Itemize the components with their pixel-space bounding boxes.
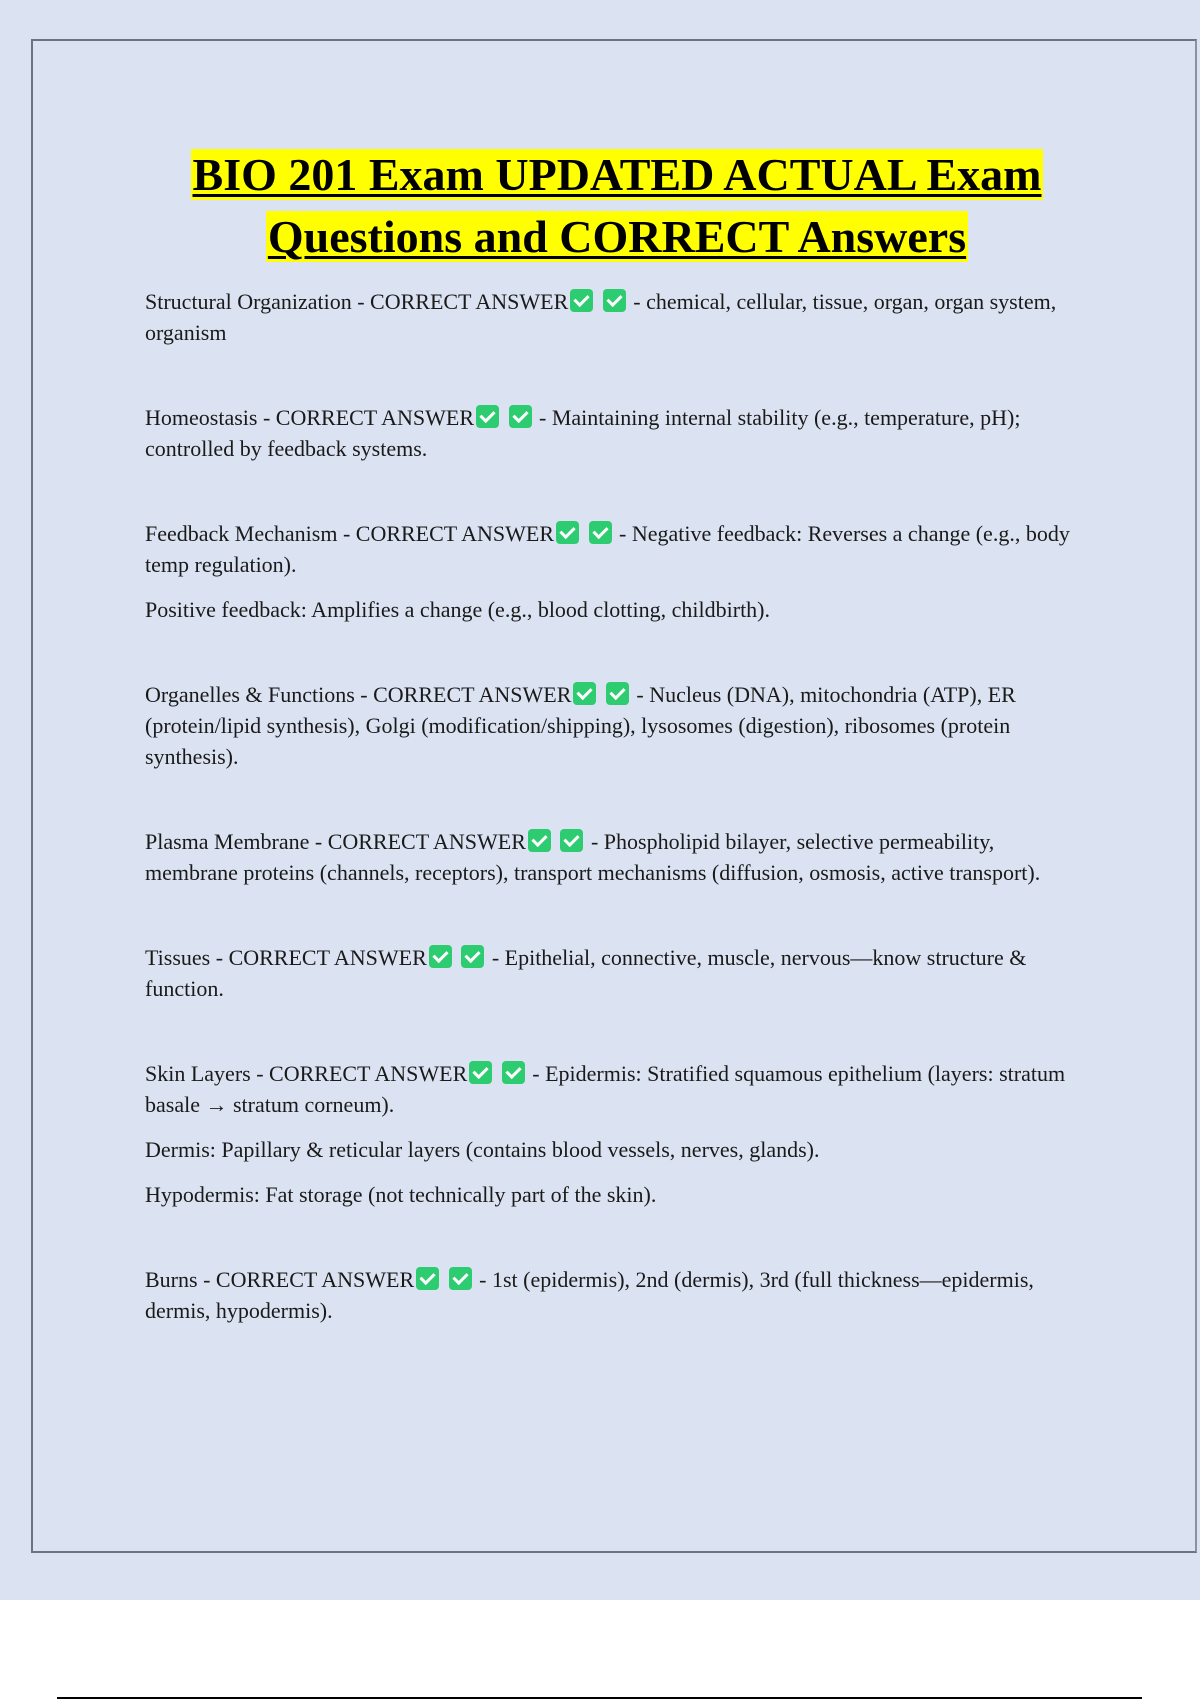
- qa-term: Homeostasis: [145, 405, 258, 430]
- qa-term: Structural Organization: [145, 289, 352, 314]
- qa-main-paragraph: Feedback Mechanism - CORRECT ANSWER - Negative feedback: Reverses a change (e.g., body temp regulation).: [145, 521, 1070, 577]
- qa-main-paragraph: Plasma Membrane - CORRECT ANSWER - Phospholipid bilayer, selective permeability, membrane proteins (channels, receptors), transport mechanisms (diffusion, osmosis, active transport).: [145, 829, 1041, 885]
- qa-answer: Epidermis: Stratified squamous epithelium (layers: stratum basale → stratum corneum).: [145, 1061, 1066, 1117]
- check-mark-icon: [606, 682, 629, 705]
- document-title: [120, 144, 1114, 268]
- qa-term: Tissues: [145, 945, 211, 970]
- qa-main-paragraph: Tissues - CORRECT ANSWER - Epithelial, connective, muscle, nervous—know structure & function.: [145, 945, 1027, 1001]
- qa-answer: Epithelial, connective, muscle, nervous—know structure & function.: [145, 945, 1027, 1001]
- correct-answer-label: CORRECT ANSWER: [355, 521, 555, 546]
- check-mark-icon: [509, 405, 532, 428]
- footer-divider: [57, 1697, 1142, 1699]
- correct-answer-label: CORRECT ANSWER: [269, 1061, 468, 1086]
- qa-entry: [145, 826, 1090, 888]
- check-mark-icon: [603, 289, 626, 312]
- check-mark-icon: [573, 682, 596, 705]
- title-line-1: BIO 201 Exam UPDATED ACTUAL Exam: [192, 149, 1042, 200]
- qa-answer: 1st (epidermis), 2nd (dermis), 3rd (full thickness—epidermis, dermis, hypodermis).: [145, 1267, 1034, 1323]
- qa-answer: Nucleus (DNA), mitochondria (ATP), ER (protein/lipid synthesis), Golgi (modification/shipping), lysosomes (digestion), ribosomes (protein synthesis).: [145, 682, 1016, 769]
- check-mark-icon: [469, 1061, 492, 1084]
- qa-list: [145, 286, 1090, 1380]
- correct-answer-label: CORRECT ANSWER: [373, 682, 572, 707]
- check-mark-icon: [429, 945, 452, 968]
- qa-term: Feedback Mechanism: [145, 521, 338, 546]
- qa-term: Skin Layers: [145, 1061, 251, 1086]
- qa-entry: [145, 679, 1090, 772]
- qa-entry: [145, 518, 1090, 625]
- qa-main-paragraph: Skin Layers - CORRECT ANSWER - Epidermis: Stratified squamous epithelium (layers: stratum basale → stratum corneum).: [145, 1061, 1066, 1117]
- title-line-2: Questions and CORRECT Answers: [267, 211, 967, 262]
- qa-entry: [145, 402, 1090, 464]
- check-mark-icon: [461, 945, 484, 968]
- qa-main-paragraph: Homeostasis - CORRECT ANSWER - Maintaining internal stability (e.g., temperature, pH); controlled by feedback systems.: [145, 405, 1021, 461]
- check-mark-icon: [416, 1267, 439, 1290]
- qa-answer: Negative feedback: Reverses a change (e.g., body temp regulation).: [145, 521, 1070, 577]
- qa-entry: [145, 1264, 1090, 1326]
- check-mark-icon: [449, 1267, 472, 1290]
- qa-term: Burns: [145, 1267, 198, 1292]
- correct-answer-label: CORRECT ANSWER: [215, 1267, 415, 1292]
- check-mark-icon: [502, 1061, 525, 1084]
- qa-entry: [145, 1058, 1090, 1210]
- qa-extra-paragraph: Hypodermis: Fat storage (not technically part of the skin).: [145, 1182, 657, 1207]
- qa-main-paragraph: Organelles & Functions - CORRECT ANSWER - Nucleus (DNA), mitochondria (ATP), ER (protein/lipid synthesis), Golgi (modification/shipping), lysosomes (digestion), ribosomes (protein synthesis).: [145, 682, 1016, 769]
- check-mark-icon: [476, 405, 499, 428]
- qa-answer: Maintaining internal stability (e.g., temperature, pH); controlled by feedback systems.: [145, 405, 1021, 461]
- correct-answer-label: CORRECT ANSWER: [327, 829, 526, 854]
- qa-entry: [145, 286, 1090, 348]
- qa-answer: Phospholipid bilayer, selective permeability, membrane proteins (channels, receptors), transport mechanisms (diffusion, osmosis, active transport).: [145, 829, 1041, 885]
- correct-answer-label: CORRECT ANSWER: [228, 945, 427, 970]
- check-mark-icon: [589, 521, 612, 544]
- check-mark-icon: [556, 521, 579, 544]
- qa-main-paragraph: Burns - CORRECT ANSWER - 1st (epidermis), 2nd (dermis), 3rd (full thickness—epidermis, dermis, hypodermis).: [145, 1267, 1034, 1323]
- qa-extra-paragraph: Dermis: Papillary & reticular layers (contains blood vessels, nerves, glands).: [145, 1137, 820, 1162]
- qa-extra-paragraph: Positive feedback: Amplifies a change (e.g., blood clotting, childbirth).: [145, 597, 771, 622]
- check-mark-icon: [570, 289, 593, 312]
- check-mark-icon: [560, 829, 583, 852]
- qa-entry: [145, 942, 1090, 1004]
- correct-answer-label: CORRECT ANSWER: [275, 405, 475, 430]
- qa-term: Plasma Membrane: [145, 829, 310, 854]
- correct-answer-label: CORRECT ANSWER: [370, 289, 569, 314]
- qa-main-paragraph: Structural Organization - CORRECT ANSWER - chemical, cellular, tissue, organ, organ system, organism: [145, 289, 1057, 345]
- qa-answer: chemical, cellular, tissue, organ, organ system, organism: [145, 289, 1057, 345]
- qa-term: Organelles & Functions: [145, 682, 355, 707]
- check-mark-icon: [528, 829, 551, 852]
